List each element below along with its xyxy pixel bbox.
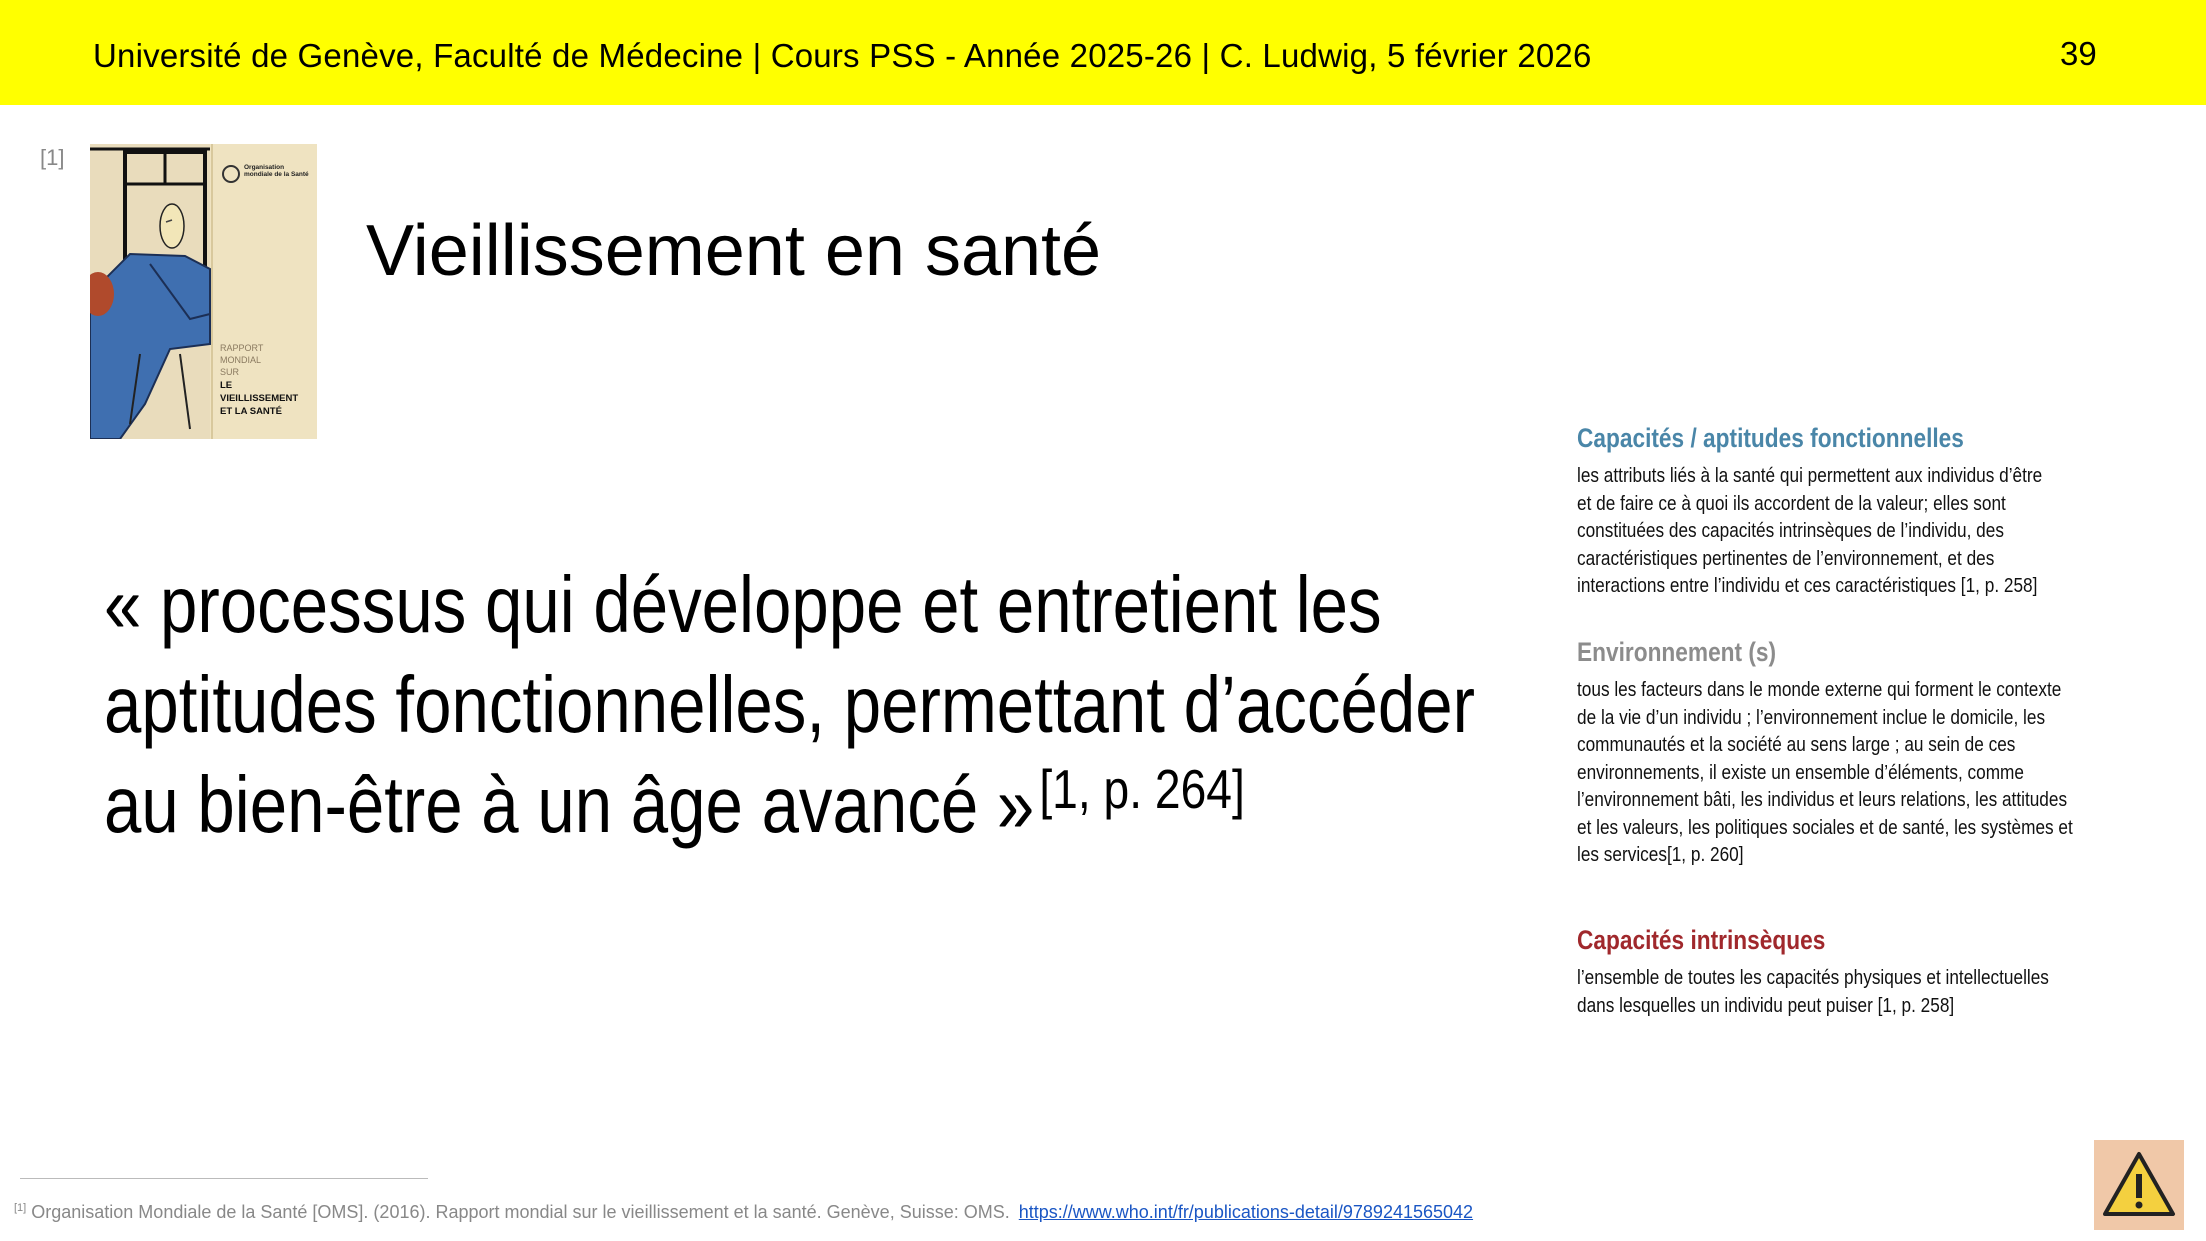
definition-text: tous les facteurs dans le monde externe qui forment le contexte de la vie d’un individu ; l’environnement inclue le domicile, les communautés et la société au sens large ; au sein de ces environnements, il existe un ensemble d’éléments, comme l’environnement bâti, les individus et leurs relations, les attitudes et les valeurs, les politiques sociales et de santé, les systèmes et les services[1, p. 260]	[1577, 678, 2073, 866]
slide-title: Vieillissement en santé	[366, 211, 1102, 291]
footnote	[14, 1202, 1473, 1223]
definition-quote	[104, 555, 1475, 863]
footnote-link[interactable]: https://www.who.int/fr/publications-detail/9789241565042	[1018, 1202, 1474, 1222]
report-cover-image	[90, 144, 317, 439]
definition-term: Capacités intrinsèques	[1577, 925, 1826, 955]
footnote-text: Organisation Mondiale de la Santé [OMS]. (2016). Rapport mondial sur le vieillissement et la santé. Genève, Suisse: OMS.	[31, 1202, 1010, 1222]
who-org-text: Organisation mondiale de la Santé	[244, 164, 309, 178]
report-title: LE VIEILLISSEMENT ET LA SANTÉ	[220, 380, 299, 417]
definition-intrinsic-capacity	[1577, 922, 2123, 1019]
definition-environment	[1577, 634, 2123, 869]
quote-line-last: au bien-être à un âge avancé »[1, p. 264]	[104, 758, 1245, 849]
definition-text: les attributs liés à la santé qui permettent aux individus d’être et de faire ce à quoi ils accordent de la valeur; elles sont constituées des capacités intrinsèques de l’individu, des caractéristiques pertinentes de l’environnement, et des interactions entre l’individu et ces caractéristiques [1, p. 258]	[1577, 464, 2043, 597]
definition-text: l’ensemble de toutes les capacités physiques et intellectuelles dans lesquelles un individu peut puiser [1, p. 258]	[1577, 966, 2049, 1017]
definition-functional-abilities	[1577, 420, 2123, 600]
definition-term: Environnement (s)	[1577, 637, 1777, 667]
warning-triangle-icon	[2094, 1140, 2184, 1230]
quote-line: aptitudes fonctionnelles, permettant d’accéder	[104, 660, 1475, 749]
header-title: Université de Genève, Faculté de Médecine | Cours PSS - Année 2025-26 | C. Ludwig, 5 février 2026	[93, 37, 1592, 74]
warning-button[interactable]	[2094, 1140, 2184, 1230]
report-label: RAPPORT MONDIAL SUR	[220, 343, 264, 377]
who-logo-icon	[222, 165, 240, 183]
page-number: 39	[2060, 35, 2097, 72]
cover-reference-marker: [1]	[40, 145, 65, 170]
quote-line: « processus qui développe et entretient les	[104, 560, 1382, 649]
quote-citation: [1, p. 264]	[1039, 758, 1245, 820]
header-bar	[0, 0, 2206, 105]
footnote-marker: [1]	[14, 1202, 27, 1214]
footnote-separator	[20, 1178, 428, 1179]
definition-term: Capacités / aptitudes fonctionnelles	[1577, 423, 1964, 453]
